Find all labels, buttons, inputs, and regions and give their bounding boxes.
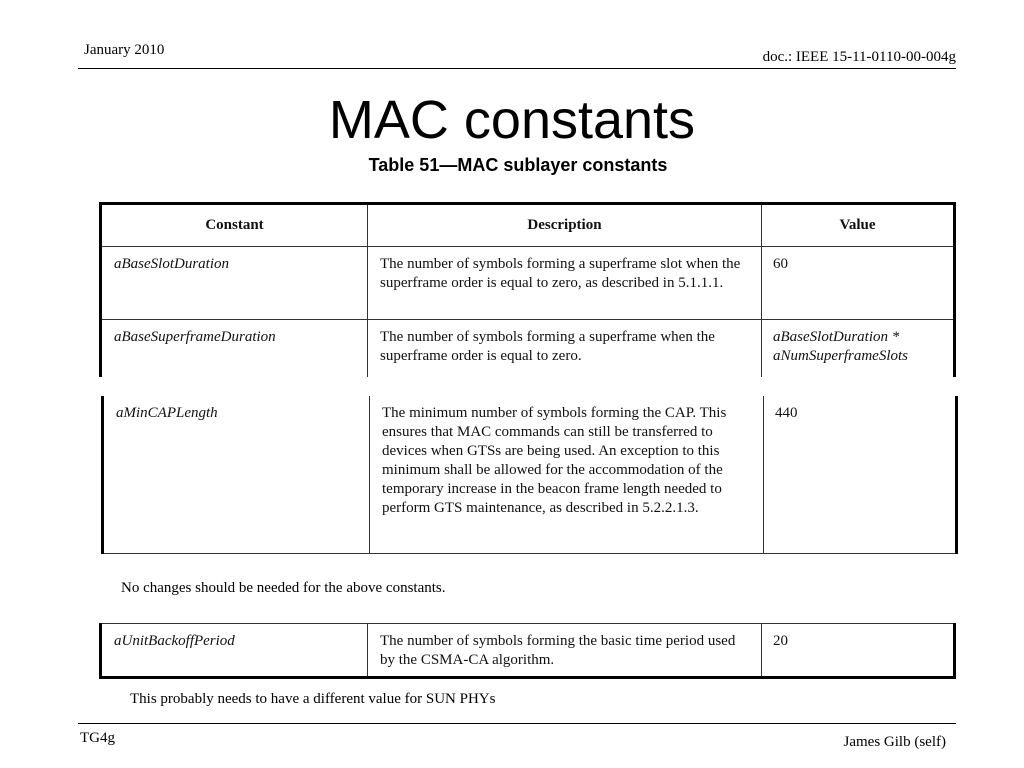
constants-table-part-3 (99, 623, 956, 679)
value-cell: 20 (762, 624, 955, 678)
value-cell: 60 (762, 247, 955, 320)
note-sun-phys: This probably needs to have a different value for SUN PHYs (130, 691, 496, 707)
footer-rule (78, 723, 956, 724)
table-header-row (101, 204, 955, 247)
header-rule (78, 68, 956, 69)
header-date: January 2010 (84, 42, 165, 58)
header-constant: Constant (101, 204, 368, 247)
constant-cell: aUnitBackoffPeriod (101, 624, 368, 678)
constants-table-part-1 (99, 202, 956, 377)
table-row (103, 396, 957, 553)
constant-cell: aMinCAPLength (103, 396, 370, 553)
footer-group: TG4g (80, 730, 115, 746)
description-cell: The minimum number of symbols forming the CAP. This ensures that MAC commands can still be transferred to devices when GTSs are being used. An exception to this minimum shall be allowed for the accommodation of the temporary increase in the beacon frame length needed to perform GTS maintenance, as described in 5.2.2.1.3. (370, 396, 764, 553)
header-doc-id: doc.: IEEE 15-11-0110-00-004g (762, 49, 956, 65)
header-description: Description (368, 204, 762, 247)
note-no-changes: No changes should be needed for the above constants. (121, 580, 446, 596)
description-cell: The number of symbols forming a superframe slot when the superframe order is equal to zero, as described in 5.1.1.1. (368, 247, 762, 320)
header-value: Value (762, 204, 955, 247)
footer-author: James Gilb (self) (843, 734, 946, 750)
table-row (101, 624, 955, 678)
description-cell: The number of symbols forming the basic time period used by the CSMA-CA algorithm. (368, 624, 762, 678)
table-caption: Table 51—MAC sublayer constants (368, 155, 668, 175)
constants-table-part-2 (101, 396, 958, 554)
constant-cell: aBaseSlotDuration (101, 247, 368, 320)
table-row (101, 320, 955, 377)
value-cell: 440 (764, 396, 957, 553)
table-row (101, 247, 955, 320)
description-cell: The number of symbols forming a superframe when the superframe order is equal to zero. (368, 320, 762, 377)
slide-title: MAC constants (328, 90, 696, 150)
value-cell: aBaseSlotDuration * aNumSuperframeSlots (762, 320, 955, 377)
constant-cell: aBaseSuperframeDuration (101, 320, 368, 377)
